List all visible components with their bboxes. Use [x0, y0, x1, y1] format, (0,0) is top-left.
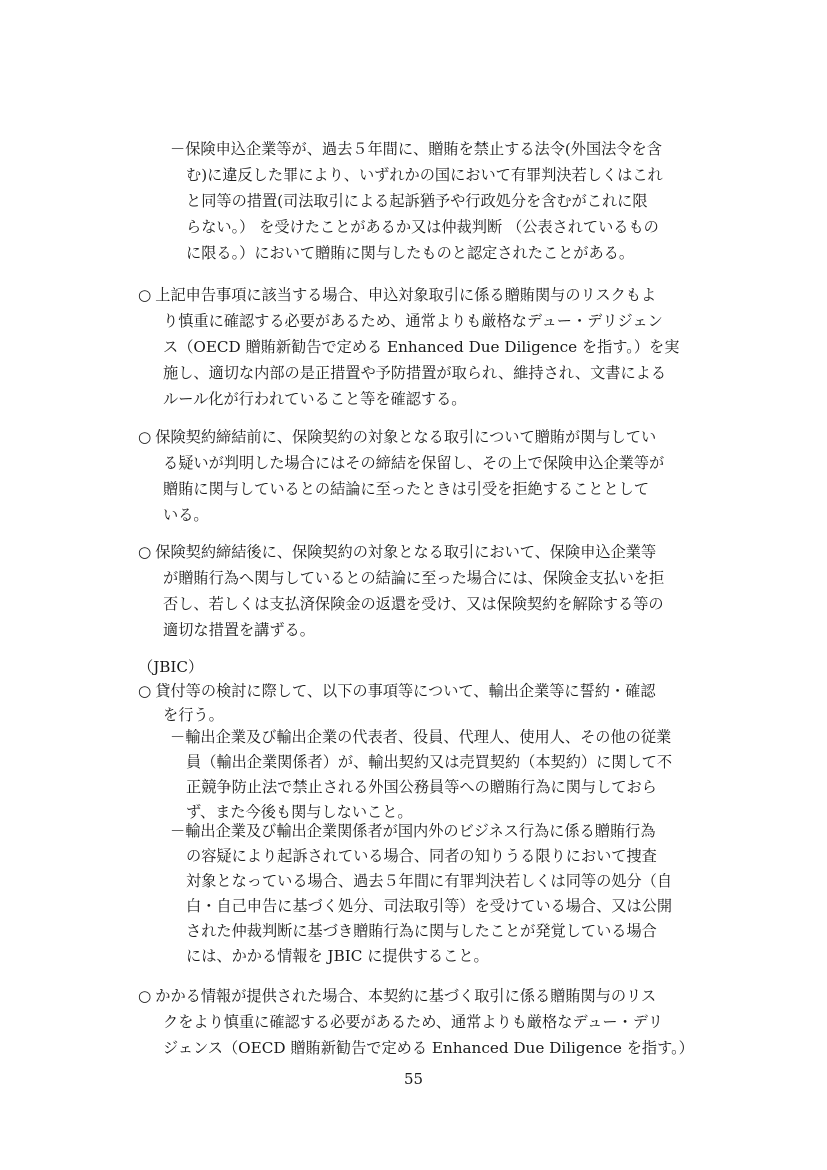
text-line: を行う。 [163, 706, 224, 724]
text-line: 対象となっている場合、過去５年間に有罪判決若しくは同等の処分（自 [186, 872, 672, 890]
text-line: ず、また今後も関与しないこと。 [186, 803, 413, 821]
text-line: に限る。）において贈賄に関与したものと認定されたことがある。 [186, 244, 635, 262]
text-line: らない。） を受けたことがあるか又は仲裁判断 （公表されているもの [186, 218, 659, 236]
text-line [138, 424, 656, 450]
text-line: と同等の措置(司法取引による起訴猶予や行政処分を含むがこれに限 [186, 192, 648, 210]
text-line: ルール化が行われていること等を確認する。 [163, 390, 467, 408]
bullet-marker: ○ [138, 543, 152, 561]
text-line [138, 983, 656, 1009]
text-line: る疑いが判明した場合にはその締結を保留し、その上で保険申込企業等が [163, 454, 665, 472]
section-heading-jbic: （JBIC） [138, 658, 204, 676]
text-line: いる。 [163, 506, 209, 524]
text-span: 貸付等の検討に際して、以下の事項等について、輸出企業等に誓約・確認 [155, 682, 656, 700]
text-line: む)に違反した罪により、いずれかの国において有罪判決若しくはこれ [186, 166, 663, 184]
text-line: 否し、若しくは支払済保険金の返還を受け、又は保険契約を解除する等の [163, 595, 664, 613]
text-line: クをより慎重に確認する必要があるため、通常よりも厳格なデュー・デリ [163, 1013, 664, 1031]
text-span: 上記申告事項に該当する場合、申込対象取引に係る贈賄関与のリスクもよ [155, 286, 657, 304]
bullet-marker: ○ [138, 987, 152, 1005]
text-line: 正競争防止法で禁止される外国公務員等への贈賄行為に関与しておら [186, 778, 657, 796]
page-number: 55 [403, 1070, 424, 1088]
text-line [138, 678, 656, 704]
bullet-marker: ○ [138, 428, 152, 446]
text-line: ス（OECD 贈賄新勧告で定める Enhanced Due Diligence を指す。）を実 [163, 338, 680, 356]
text-line: －保険申込企業等が、過去５年間に、贈賄を禁止する法令(外国法令を含 [170, 140, 662, 158]
text-line: り慎重に確認する必要があるため、通常よりも厳格なデュー・デリジェン [163, 312, 663, 330]
text-span: かかる情報が提供された場合、本契約に基づく取引に係る贈賄関与のリス [155, 987, 657, 1005]
text-span: 保険契約締結後に、保険契約の対象となる取引において、保険申込企業等 [155, 543, 657, 561]
text-line: の容疑により起訴されている場合、同者の知りうる限りにおいて捜査 [186, 847, 657, 865]
text-line [138, 539, 656, 565]
text-line: 贈賄に関与しているとの結論に至ったときは引受を拒絶することとして [163, 480, 649, 498]
text-line [138, 282, 656, 308]
text-line: 員（輸出企業関係者）が、輸出契約又は売買契約（本契約）に関して不 [186, 753, 672, 771]
text-line: 施し、適切な内部の是正措置や予防措置が取られ、維持され、文書による [163, 364, 667, 382]
bullet-marker: ○ [138, 286, 152, 304]
bullet-marker: ○ [138, 682, 152, 700]
text-line: －輸出企業及び輸出企業関係者が国内外のビジネス行為に係る贈賄行為 [170, 822, 656, 840]
text-line: ジェンス（OECD 贈賄新勧告で定める Enhanced Due Diligence を指す。） [163, 1039, 694, 1057]
text-line: －輸出企業及び輸出企業の代表者、役員、代理人、使用人、その他の従業 [170, 728, 672, 746]
text-line: が贈賄行為へ関与しているとの結論に至った場合には、保険金支払いを拒 [163, 569, 665, 587]
text-line: された仲裁判断に基づき贈賄行為に関与したことが発覚している場合 [186, 922, 657, 940]
text-line: 白・自己申告に基づく処分、司法取引等）を受けている場合、又は公開 [186, 897, 672, 915]
text-line: には、かかる情報を JBIC に提供すること。 [186, 947, 489, 965]
text-line: 適切な措置を講ずる。 [163, 621, 315, 639]
text-span: 保険契約締結前に、保険契約の対象となる取引について贈賄が関与してい [155, 428, 657, 446]
